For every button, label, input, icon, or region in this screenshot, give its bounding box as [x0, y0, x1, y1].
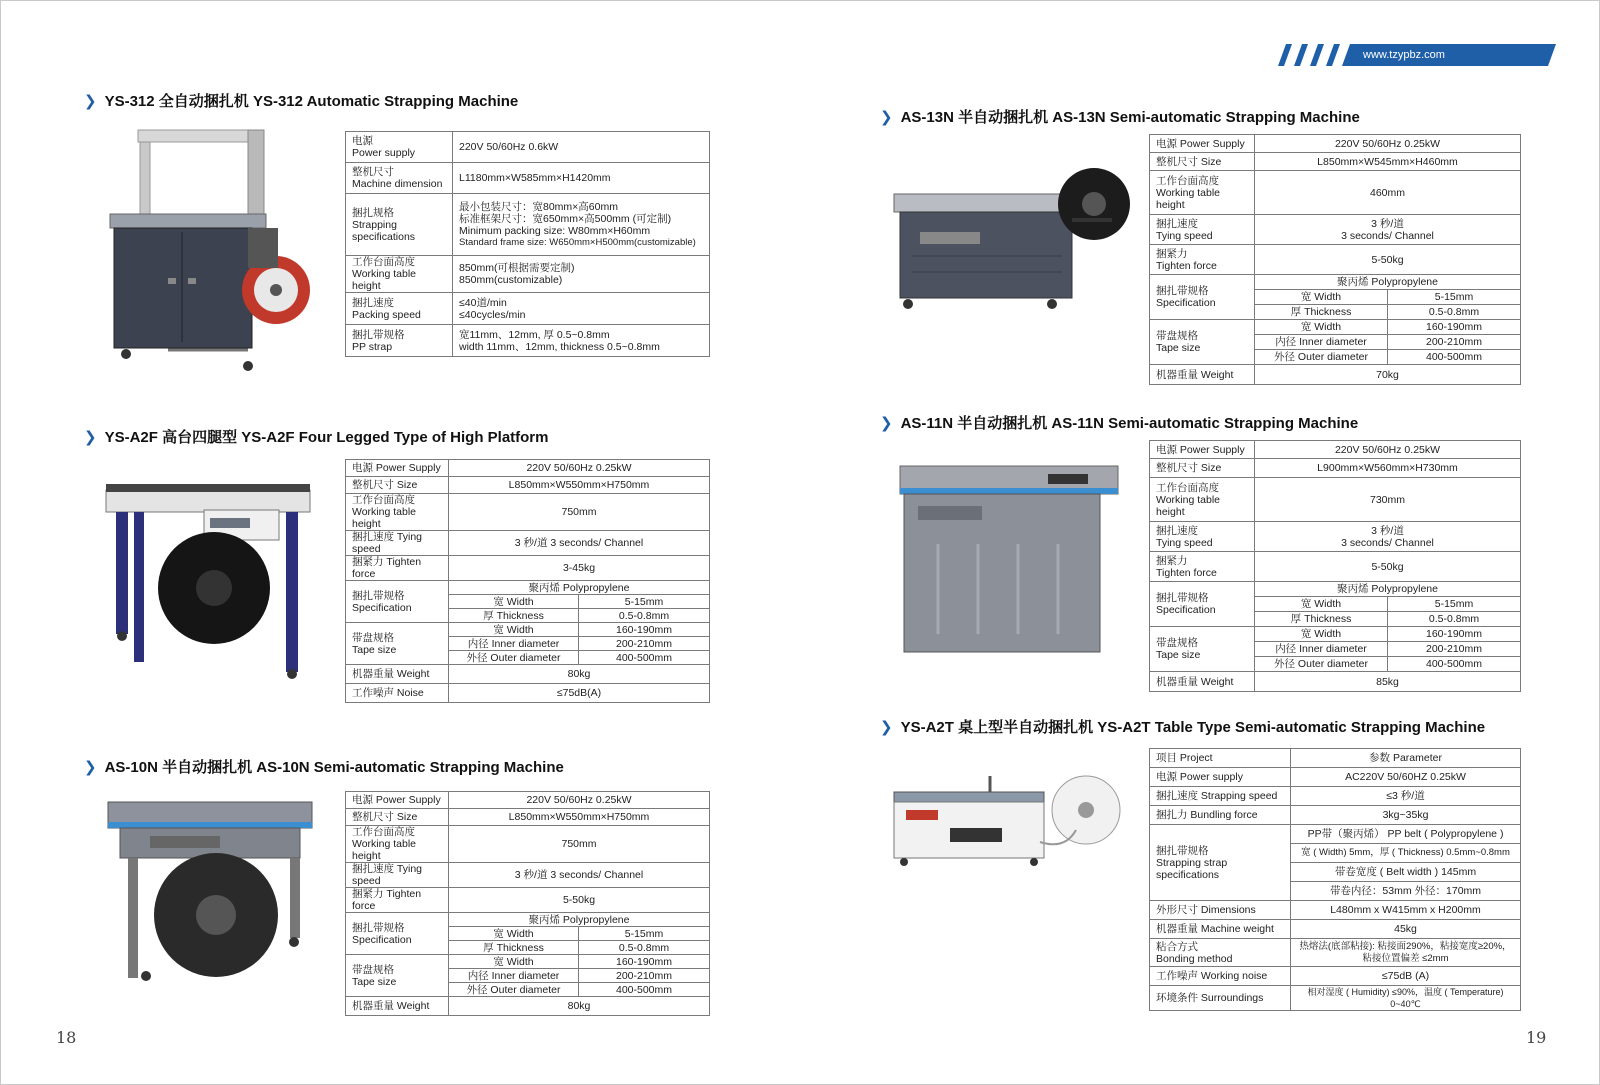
table-cell	[1150, 245, 1255, 275]
table-cell: 参数 Parameter	[1291, 749, 1521, 768]
cell-text: height	[1156, 505, 1185, 518]
section-title-text: AS-13N 半自动捆扎机 AS-13N Semi-automatic Strapping Machine	[900, 109, 1360, 126]
section-title-ysa2f	[84, 428, 549, 448]
table-cell	[1150, 939, 1291, 967]
table-cell: 200-210mm	[1388, 335, 1521, 350]
table-cell: 5-15mm	[1388, 597, 1521, 612]
table-cell	[1150, 825, 1291, 901]
table-cell	[346, 826, 449, 863]
table-cell: 宽 Width	[1255, 627, 1388, 642]
cell-text: Tying speed	[1156, 536, 1213, 549]
table-row	[346, 477, 710, 494]
table-cell: 电源 Power Supply	[346, 792, 449, 809]
spec-table-as11n	[1149, 440, 1521, 692]
table-row	[1150, 552, 1521, 582]
table-cell: 220V 50/60Hz 0.25kW	[449, 792, 710, 809]
website-banner	[1268, 44, 1556, 66]
table-cell	[346, 132, 453, 163]
table-cell: 460mm	[1255, 171, 1521, 215]
cell-text: 工作台面高度	[352, 494, 415, 506]
chevron-right-icon: ❯	[84, 759, 97, 776]
table-row	[346, 684, 710, 703]
cell-text: Tape size	[352, 975, 397, 988]
chevron-right-icon: ❯	[84, 429, 97, 446]
table-row	[346, 888, 710, 913]
table-cell: 400-500mm	[1388, 350, 1521, 365]
table-row	[1150, 522, 1521, 552]
cell-text: Power supply	[352, 147, 416, 159]
cell-text: 工作台面高度	[1156, 481, 1219, 494]
table-cell: L850mm×W545mm×H460mm	[1255, 153, 1521, 171]
table-row	[1150, 787, 1521, 806]
table-cell: 160-190mm	[1388, 320, 1521, 335]
table-cell: 厚 Thickness	[1255, 612, 1388, 627]
cell-text: Working table height	[352, 838, 417, 862]
table-cell: 机器重量 Weight	[1150, 672, 1255, 692]
cell-text: 3 秒/道	[1371, 524, 1404, 537]
cell-text: 捆扎带规格	[352, 328, 405, 341]
table-cell: 750mm	[449, 494, 710, 531]
table-row	[1150, 135, 1521, 153]
table-cell	[453, 256, 710, 293]
table-cell: 0.5-0.8mm	[1388, 305, 1521, 320]
table-row	[346, 863, 710, 888]
table-cell: 宽 Width	[449, 955, 579, 969]
table-cell: 捆扎速度 Tying speed	[346, 531, 449, 556]
table-cell	[453, 325, 710, 357]
cell-text: 捆扎规格	[352, 206, 394, 219]
cell-text: Minimum packing size: W80mm×H60mm	[459, 224, 651, 237]
cell-text: Packing speed	[352, 308, 421, 321]
cell-text: 带盘规格	[1156, 637, 1198, 649]
table-cell: 聚丙烯 Polypropylene	[1255, 582, 1521, 597]
machine-image-ys312	[108, 128, 323, 376]
table-cell: 160-190mm	[579, 623, 710, 637]
table-cell: 85kg	[1255, 672, 1521, 692]
cell-text: 3 seconds/ Channel	[1341, 229, 1434, 242]
table-cell: 机器重量 Machine weight	[1150, 920, 1291, 939]
section-title-as11n	[880, 414, 1358, 434]
cell-text: 带盘规格	[1156, 330, 1198, 342]
spec-table-ys312	[345, 131, 710, 357]
cell-text: 宽11mm、12mm, 厚 0.5~0.8mm	[459, 328, 610, 341]
cell-text: 捆扎带规格	[1156, 285, 1209, 297]
table-cell: 聚丙烯 Polypropylene	[449, 581, 710, 595]
table-cell	[1150, 522, 1255, 552]
section-title-as13n	[880, 108, 1360, 128]
table-cell: 5-15mm	[579, 927, 710, 941]
section-title-text: AS-10N 半自动捆扎机 AS-10N Semi-automatic Strapping Machine	[104, 759, 564, 776]
table-cell: L1180mm×W585mm×H1420mm	[453, 163, 710, 194]
table-cell: 宽 Width	[1255, 597, 1388, 612]
table-cell: L850mm×W550mm×H750mm	[449, 477, 710, 494]
table-row	[346, 623, 710, 637]
table-cell	[346, 494, 449, 531]
cell-text: 带盘规格	[352, 631, 394, 644]
table-cell: 220V 50/60Hz 0.25kW	[1255, 441, 1521, 459]
table-cell: 机器重量 Weight	[346, 665, 449, 684]
cell-text: 捆扎带规格	[352, 589, 405, 602]
table-row	[346, 581, 710, 595]
table-cell: 内径 Inner diameter	[449, 969, 579, 983]
table-cell	[346, 623, 449, 665]
table-row	[1150, 320, 1521, 335]
table-cell: 相对湿度 ( Humidity) ≤90%，温度 ( Temperature) 0~40℃	[1291, 986, 1521, 1011]
cell-text: 捆扎带规格	[1156, 592, 1209, 604]
table-cell	[346, 955, 449, 997]
table-row	[1150, 171, 1521, 215]
machine-image-as13n	[892, 160, 1130, 318]
table-row	[1150, 365, 1521, 385]
table-row	[346, 955, 710, 969]
cell-text: Standard frame size: W650mm×H500mm(customizable)	[459, 236, 696, 248]
table-cell: 200-210mm	[579, 637, 710, 651]
table-cell: 3kg~35kg	[1291, 806, 1521, 825]
table-row	[1150, 967, 1521, 986]
cell-text: Bonding method	[1156, 952, 1233, 965]
page-number-right: 19	[1526, 1028, 1547, 1047]
table-cell: 聚丙烯 Polypropylene	[449, 913, 710, 927]
section-title-ys312	[84, 92, 518, 112]
table-row	[346, 293, 710, 325]
cell-text: 标准框架尺寸：宽650mm×高500mm (可定制)	[459, 212, 672, 225]
table-cell: 80kg	[449, 665, 710, 684]
section-title-text: YS-A2F 高台四腿型 YS-A2F Four Legged Type of High Platform	[104, 429, 549, 446]
table-cell: 0.5-0.8mm	[579, 609, 710, 623]
table-row	[1150, 768, 1521, 787]
table-cell: AC220V 50/60HZ 0.25kW	[1291, 768, 1521, 787]
cell-text: Tying speed	[1156, 229, 1213, 242]
table-cell: 3 秒/道 3 seconds/ Channel	[449, 531, 710, 556]
table-cell	[1150, 320, 1255, 365]
table-cell: 电源 Power supply	[1150, 768, 1291, 787]
cell-text: Working table height	[352, 268, 417, 292]
table-cell: 机器重量 Weight	[346, 997, 449, 1016]
table-row	[1150, 245, 1521, 275]
cell-text: 捆扎速度	[352, 296, 394, 309]
table-cell: 外径 Outer diameter	[449, 983, 579, 997]
section-title-text: YS-312 全自动捆扎机 YS-312 Automatic Strapping Machine	[104, 93, 519, 110]
table-cell: 400-500mm	[1388, 657, 1521, 672]
table-row	[1150, 275, 1521, 290]
spec-table-as10n	[345, 791, 710, 1016]
table-cell: 5-50kg	[449, 888, 710, 913]
table-cell: 工作噪声 Working noise	[1150, 967, 1291, 986]
table-cell	[1150, 215, 1255, 245]
cell-text: 工作台面高度	[352, 826, 415, 838]
table-cell: 整机尺寸 Size	[346, 809, 449, 826]
table-cell	[1255, 215, 1521, 245]
machine-image-ysa2t	[890, 770, 1132, 872]
table-cell: 捆扎速度 Strapping speed	[1150, 787, 1291, 806]
cell-text: Working table	[1156, 186, 1221, 199]
table-cell: 3 秒/道 3 seconds/ Channel	[449, 863, 710, 888]
table-cell: 宽 Width	[1255, 320, 1388, 335]
table-cell	[1150, 627, 1255, 672]
chevron-right-icon: ❯	[880, 109, 893, 126]
cell-text: 捆紧力	[1156, 247, 1188, 260]
table-cell: 外形尺寸 Dimensions	[1150, 901, 1291, 920]
table-cell: L480mm x W415mm x H200mm	[1291, 901, 1521, 920]
table-cell: 捆紧力 Tighten force	[346, 556, 449, 581]
table-cell: 宽 Width	[449, 595, 579, 609]
page-number-left: 18	[56, 1028, 77, 1047]
table-cell: 宽 ( Width) 5mm，厚 ( Thickness) 0.5mm~0.8mm	[1291, 844, 1521, 863]
table-row	[346, 194, 710, 256]
table-row	[1150, 825, 1521, 844]
table-cell: 电源 Power Supply	[1150, 135, 1255, 153]
cell-text: Specification	[352, 601, 412, 614]
table-row	[1150, 441, 1521, 459]
cell-text: Working table height	[352, 506, 417, 530]
table-cell	[346, 256, 453, 293]
chevron-right-icon: ❯	[84, 93, 97, 110]
table-cell: 带卷内径：53mm 外径：170mm	[1291, 882, 1521, 901]
table-cell: 80kg	[449, 997, 710, 1016]
table-row	[346, 826, 710, 863]
cell-text: specifications	[1156, 868, 1220, 881]
table-cell	[1255, 522, 1521, 552]
table-cell: ≤75dB(A)	[449, 684, 710, 703]
chevron-right-icon: ❯	[880, 719, 893, 736]
table-cell: 电源 Power Supply	[1150, 441, 1255, 459]
table-row	[1150, 672, 1521, 692]
table-row	[1150, 215, 1521, 245]
table-cell: 70kg	[1255, 365, 1521, 385]
cell-text: Tape size	[1156, 342, 1201, 354]
table-cell	[1291, 939, 1521, 967]
table-cell	[346, 293, 453, 325]
table-cell	[346, 163, 453, 194]
table-cell: PP带（聚丙烯） PP belt ( Polypropylene )	[1291, 825, 1521, 844]
table-cell: 捆扎速度 Tying speed	[346, 863, 449, 888]
table-cell: L900mm×W560mm×H730mm	[1255, 459, 1521, 478]
table-cell: 捆紧力 Tighten force	[346, 888, 449, 913]
cell-text: 带盘规格	[352, 963, 394, 976]
cell-text: Tighten force	[1156, 566, 1217, 579]
table-row	[1150, 986, 1521, 1011]
table-cell	[1150, 275, 1255, 320]
table-row	[346, 792, 710, 809]
table-cell	[346, 325, 453, 357]
table-cell	[1150, 582, 1255, 627]
table-cell: 整机尺寸 Size	[1150, 153, 1255, 171]
table-cell	[453, 194, 710, 256]
cell-text: Machine dimension	[352, 178, 443, 190]
table-cell: ≤75dB (A)	[1291, 967, 1521, 986]
table-cell: 带卷宽度 ( Belt width ) 145mm	[1291, 863, 1521, 882]
spec-table-ysa2f	[345, 459, 710, 703]
spec-table-ysa2t	[1149, 748, 1521, 1011]
table-cell: 聚丙烯 Polypropylene	[1255, 275, 1521, 290]
table-cell: 宽 Width	[449, 623, 579, 637]
cell-text: 捆扎速度	[1156, 217, 1198, 230]
table-cell: 环境条件 Surroundings	[1150, 986, 1291, 1011]
table-cell: 5-50kg	[1255, 552, 1521, 582]
cell-text: ≤40道/min	[459, 296, 507, 309]
table-cell	[1150, 171, 1255, 215]
cell-text: ≤40cycles/min	[459, 308, 526, 321]
table-row	[346, 460, 710, 477]
table-cell: 整机尺寸 Size	[346, 477, 449, 494]
cell-text: Working table	[1156, 493, 1221, 506]
table-cell: 内径 Inner diameter	[449, 637, 579, 651]
table-row	[346, 256, 710, 293]
table-cell	[346, 913, 449, 955]
cell-text: 捆扎速度	[1156, 524, 1198, 537]
table-cell: 160-190mm	[579, 955, 710, 969]
table-cell: 内径 Inner diameter	[1255, 335, 1388, 350]
cell-text: 整机尺寸	[352, 166, 394, 178]
cell-text: Specification	[1156, 297, 1216, 309]
table-cell: 750mm	[449, 826, 710, 863]
table-row	[346, 913, 710, 927]
table-cell: 160-190mm	[1388, 627, 1521, 642]
table-row	[1150, 582, 1521, 597]
table-cell: 220V 50/60Hz 0.25kW	[449, 460, 710, 477]
table-cell: 内径 Inner diameter	[1255, 642, 1388, 657]
table-row	[1150, 920, 1521, 939]
table-row	[1150, 478, 1521, 522]
cell-text: 850mm(customizable)	[459, 274, 563, 286]
chevron-right-icon: ❯	[880, 415, 893, 432]
table-cell: 3-45kg	[449, 556, 710, 581]
table-cell: 宽 Width	[449, 927, 579, 941]
table-row	[1150, 627, 1521, 642]
table-cell: 外径 Outer diameter	[1255, 350, 1388, 365]
cell-text: 粘合方式	[1156, 940, 1198, 953]
table-cell: 外径 Outer diameter	[1255, 657, 1388, 672]
table-cell: 400-500mm	[579, 651, 710, 665]
table-cell: 捆扎力 Bundling force	[1150, 806, 1291, 825]
section-title-as10n	[84, 758, 564, 778]
cell-text: 粘接位置偏差 ≤2mm	[1362, 952, 1449, 964]
table-cell: 200-210mm	[1388, 642, 1521, 657]
machine-image-ysa2f	[104, 476, 312, 686]
cell-text: PP strap	[352, 340, 393, 353]
cell-text: 热熔法(底部粘接): 粘接面290%，粘接宽度≥20%，	[1299, 940, 1512, 952]
table-cell	[1150, 552, 1255, 582]
table-cell: 工作噪声 Noise	[346, 684, 449, 703]
table-row	[346, 556, 710, 581]
cell-text: 3 秒/道	[1371, 217, 1404, 230]
cell-text: Specification	[352, 933, 412, 946]
table-cell: 5-50kg	[1255, 245, 1521, 275]
table-row	[1150, 901, 1521, 920]
table-row	[1150, 153, 1521, 171]
table-cell: L850mm×W550mm×H750mm	[449, 809, 710, 826]
cell-text: Specification	[1156, 604, 1216, 616]
table-cell: ≤3 秒/道	[1291, 787, 1521, 806]
section-title-text: AS-11N 半自动捆扎机 AS-11N Semi-automatic Strapping Machine	[900, 415, 1359, 432]
table-row	[1150, 459, 1521, 478]
table-cell: 0.5-0.8mm	[579, 941, 710, 955]
table-cell: 机器重量 Weight	[1150, 365, 1255, 385]
cell-text: 工作台面高度	[352, 256, 415, 268]
table-cell: 厚 Thickness	[449, 941, 579, 955]
cell-text: width 11mm、12mm, thickness 0.5~0.8mm	[459, 340, 660, 353]
table-cell: 400-500mm	[579, 983, 710, 997]
table-cell	[1150, 478, 1255, 522]
table-cell: 0.5-0.8mm	[1388, 612, 1521, 627]
table-row	[1150, 806, 1521, 825]
table-cell: 项目 Project	[1150, 749, 1291, 768]
machine-image-as11n	[898, 464, 1120, 660]
cell-text: 捆扎带规格	[1156, 844, 1209, 857]
table-row	[346, 665, 710, 684]
cell-text: Tape size	[352, 643, 397, 656]
table-row	[346, 809, 710, 826]
cell-text: height	[1156, 198, 1185, 211]
table-row	[1150, 749, 1521, 768]
table-cell: 整机尺寸 Size	[1150, 459, 1255, 478]
cell-text: Tighten force	[1156, 259, 1217, 272]
section-title-ysa2t	[880, 718, 1485, 738]
cell-text: 850mm(可根据需要定制)	[459, 262, 575, 274]
table-cell: 电源 Power Supply	[346, 460, 449, 477]
table-row	[346, 163, 710, 194]
machine-image-as10n	[106, 800, 316, 990]
spec-table-as13n	[1149, 134, 1521, 385]
table-cell: 外径 Outer diameter	[449, 651, 579, 665]
cell-text: 捆紧力	[1156, 554, 1188, 567]
cell-text: Strapping	[352, 218, 397, 231]
table-cell: 220V 50/60Hz 0.6kW	[453, 132, 710, 163]
table-cell	[346, 581, 449, 623]
table-cell: 宽 Width	[1255, 290, 1388, 305]
table-row	[1150, 939, 1521, 967]
table-row	[346, 997, 710, 1016]
cell-text: 电源	[352, 135, 373, 147]
cell-text: Strapping strap	[1156, 856, 1228, 869]
table-cell	[453, 293, 710, 325]
table-cell: 730mm	[1255, 478, 1521, 522]
section-title-text: YS-A2T 桌上型半自动捆扎机 YS-A2T Table Type Semi-automatic Strapping Machine	[900, 719, 1486, 736]
table-cell: 200-210mm	[579, 969, 710, 983]
table-cell: 45kg	[1291, 920, 1521, 939]
cell-text: 捆扎带规格	[352, 921, 405, 934]
table-row	[346, 325, 710, 357]
cell-text: specifications	[352, 230, 416, 243]
cell-text: 3 seconds/ Channel	[1341, 536, 1434, 549]
cell-text: 工作台面高度	[1156, 174, 1219, 187]
cell-text: 最小包装尺寸：宽80mm×高60mm	[459, 200, 618, 213]
table-cell: 5-15mm	[579, 595, 710, 609]
table-row	[346, 494, 710, 531]
table-row	[346, 531, 710, 556]
table-cell: 5-15mm	[1388, 290, 1521, 305]
table-row	[346, 132, 710, 163]
table-cell: 厚 Thickness	[1255, 305, 1388, 320]
cell-text: Tape size	[1156, 649, 1201, 661]
table-cell: 厚 Thickness	[449, 609, 579, 623]
website-url[interactable]: www.tzypbz.com	[1363, 49, 1445, 61]
table-cell: 220V 50/60Hz 0.25kW	[1255, 135, 1521, 153]
table-cell	[346, 194, 453, 256]
